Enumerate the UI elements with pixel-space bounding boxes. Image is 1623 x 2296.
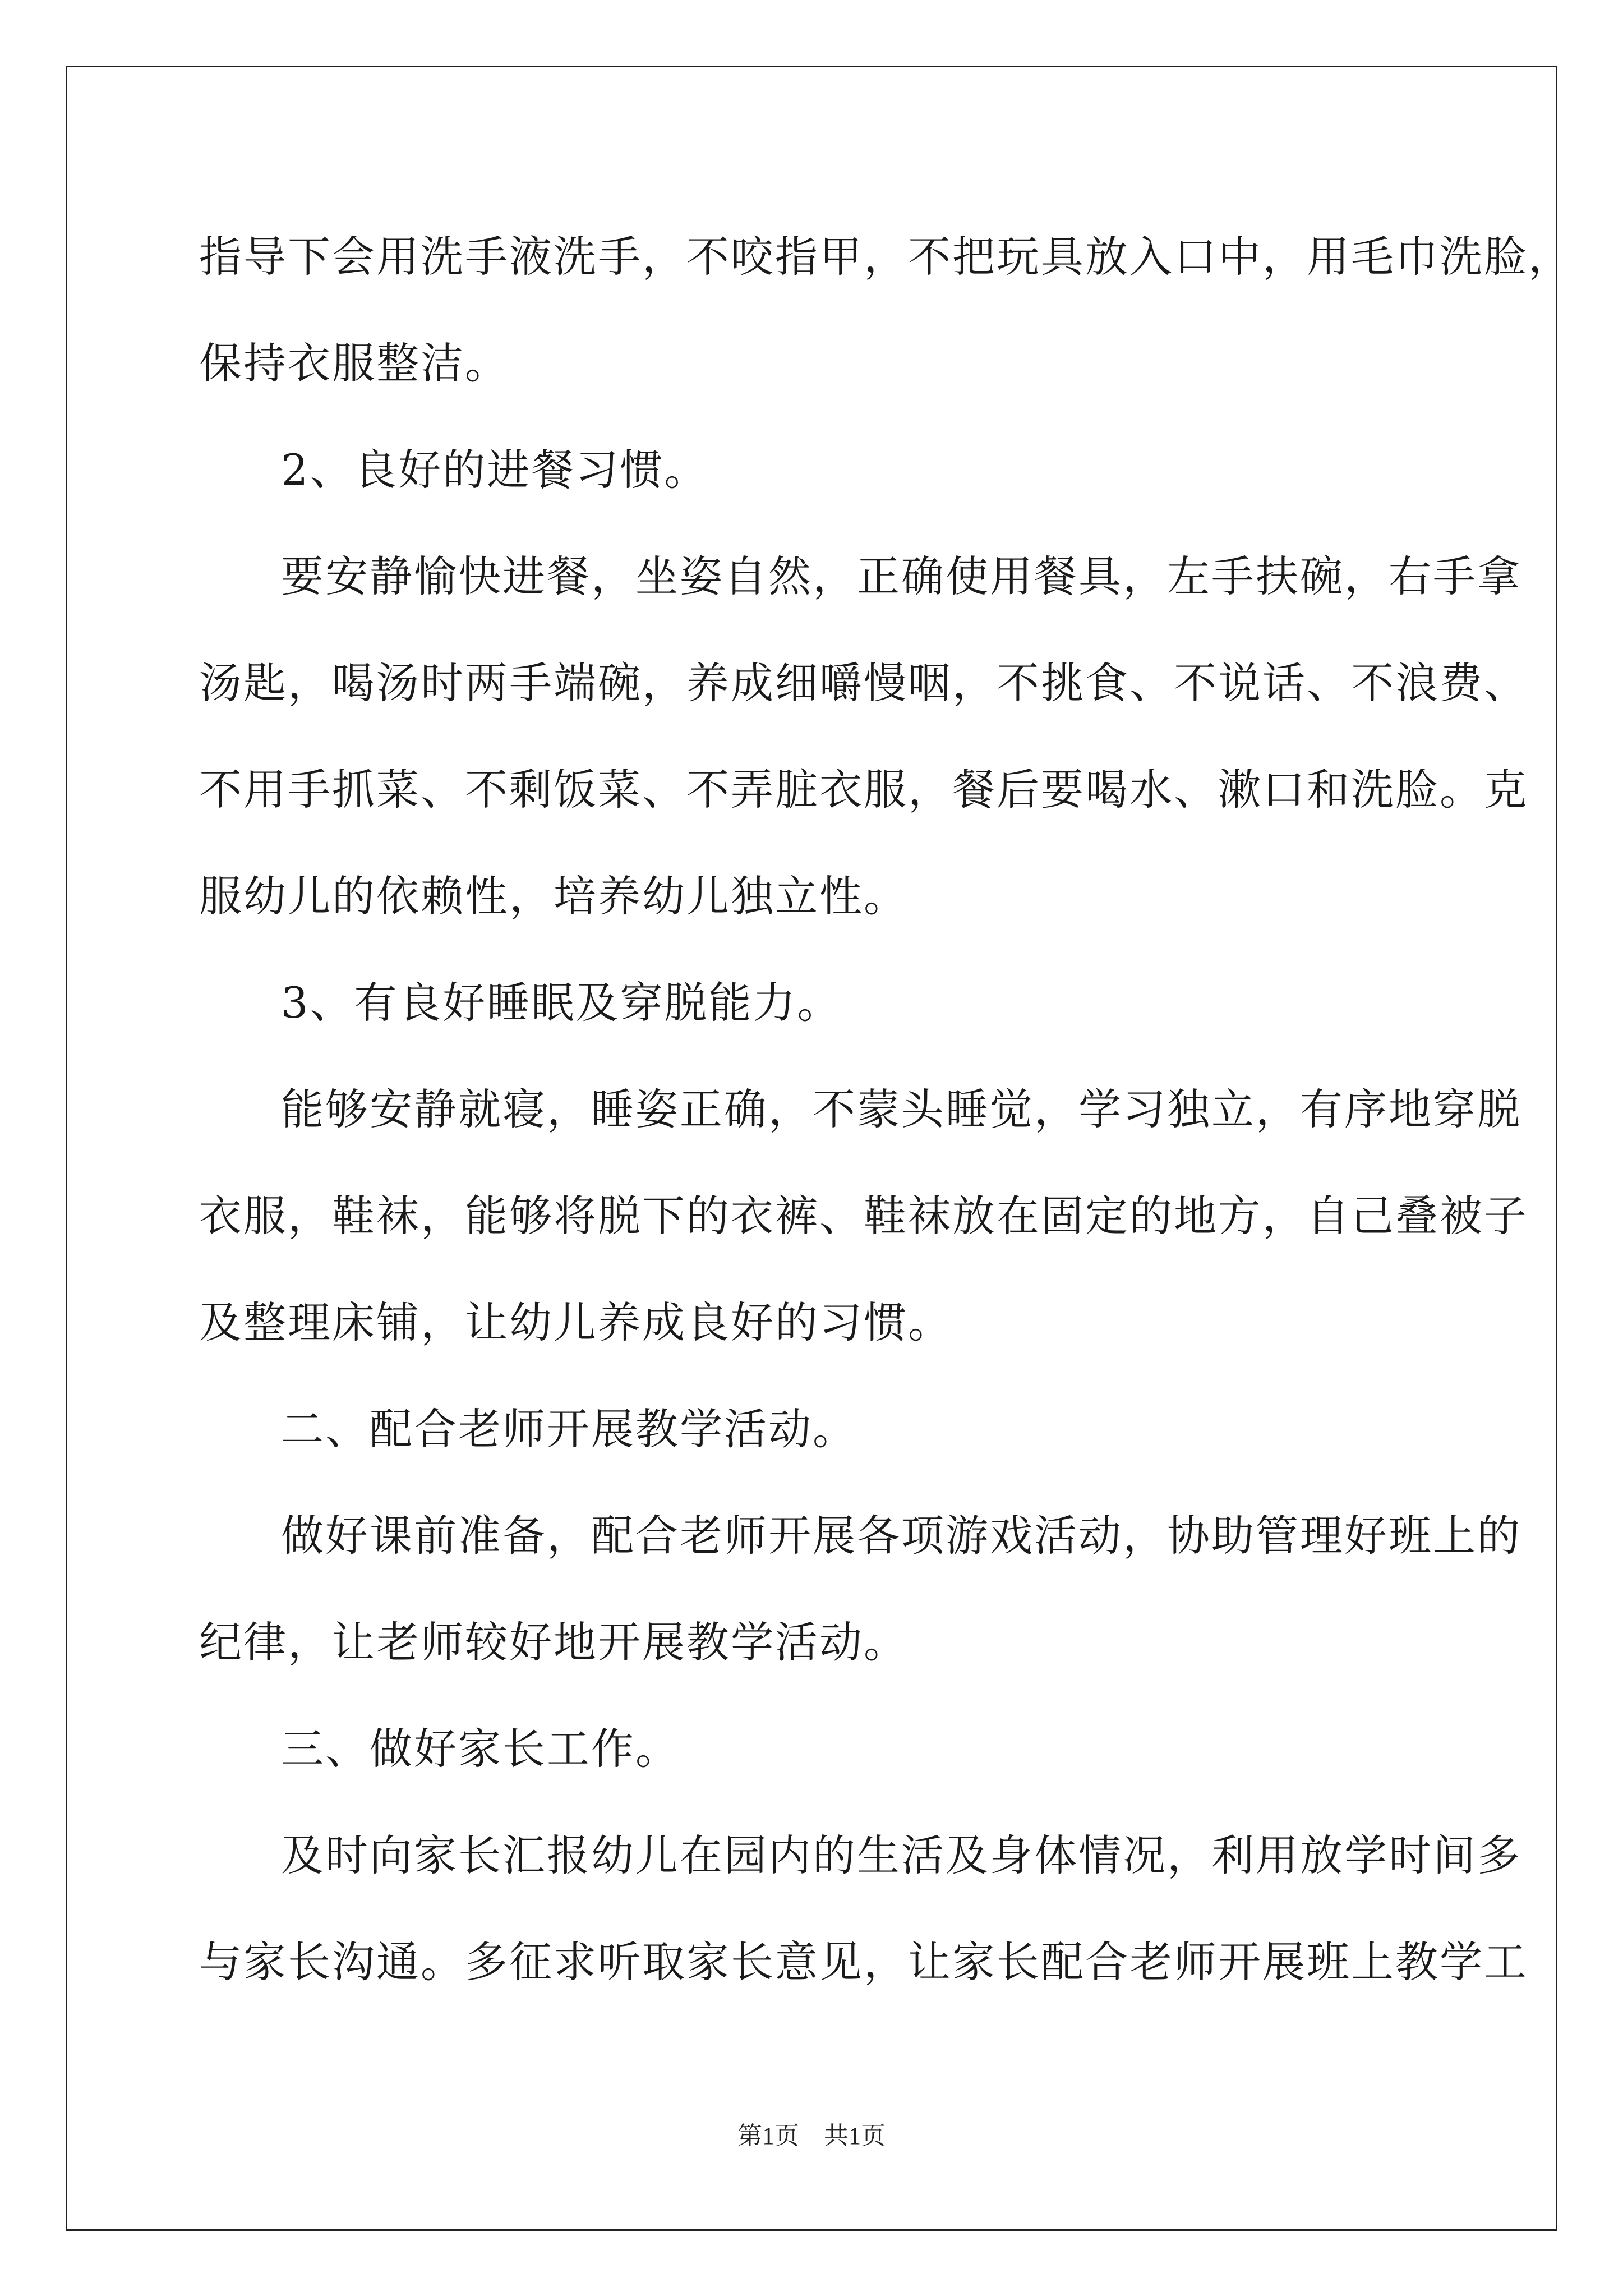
text-line: 纪律，让老师较好地开展教学活动。 bbox=[199, 1617, 908, 1667]
text-line: 指导下会用洗手液洗手，不咬指甲，不把玩具放入口中，用毛巾洗脸， bbox=[199, 232, 1573, 282]
text-line: 保持衣服整洁。 bbox=[199, 338, 509, 388]
text-line: 服幼儿的依赖性，培养幼儿独立性。 bbox=[199, 871, 908, 921]
text-line: 不用手抓菜、不剩饭菜、不弄脏衣服，餐后要喝水、漱口和洗脸。克 bbox=[199, 765, 1528, 815]
section-heading: 三、做好家长工作。 bbox=[281, 1724, 680, 1774]
text-line: 汤匙，喝汤时两手端碗，养成细嚼慢咽，不挑食、不说话、不浪费、 bbox=[199, 658, 1528, 708]
section-heading: 二、配合老师开展教学活动。 bbox=[281, 1404, 857, 1454]
text-line: 及时向家长汇报幼儿在园内的生活及身体情况，利用放学时间多 bbox=[281, 1830, 1521, 1880]
page-border bbox=[66, 66, 1557, 2231]
text-line: 与家长沟通。多征求听取家长意见，让家长配合老师开展班上教学工 bbox=[199, 1937, 1528, 1987]
page-footer: 第1页 共1页 bbox=[737, 2122, 886, 2150]
text-line: 做好课前准备，配合老师开展各项游戏活动，协助管理好班上的 bbox=[281, 1511, 1521, 1561]
section-heading: 3、有良好睡眠及穿脱能力。 bbox=[281, 978, 842, 1028]
text-line: 要安静愉快进餐，坐姿自然，正确使用餐具，左手扶碗，右手拿 bbox=[281, 551, 1521, 601]
section-heading: 2、良好的进餐习惯。 bbox=[281, 445, 709, 495]
text-line: 衣服，鞋袜，能够将脱下的衣裤、鞋袜放在固定的地方，自己叠被子 bbox=[199, 1191, 1528, 1241]
text-line: 能够安静就寝，睡姿正确，不蒙头睡觉，学习独立，有序地穿脱 bbox=[281, 1084, 1521, 1134]
text-line: 及整理床铺，让幼儿养成良好的习惯。 bbox=[199, 1297, 952, 1347]
